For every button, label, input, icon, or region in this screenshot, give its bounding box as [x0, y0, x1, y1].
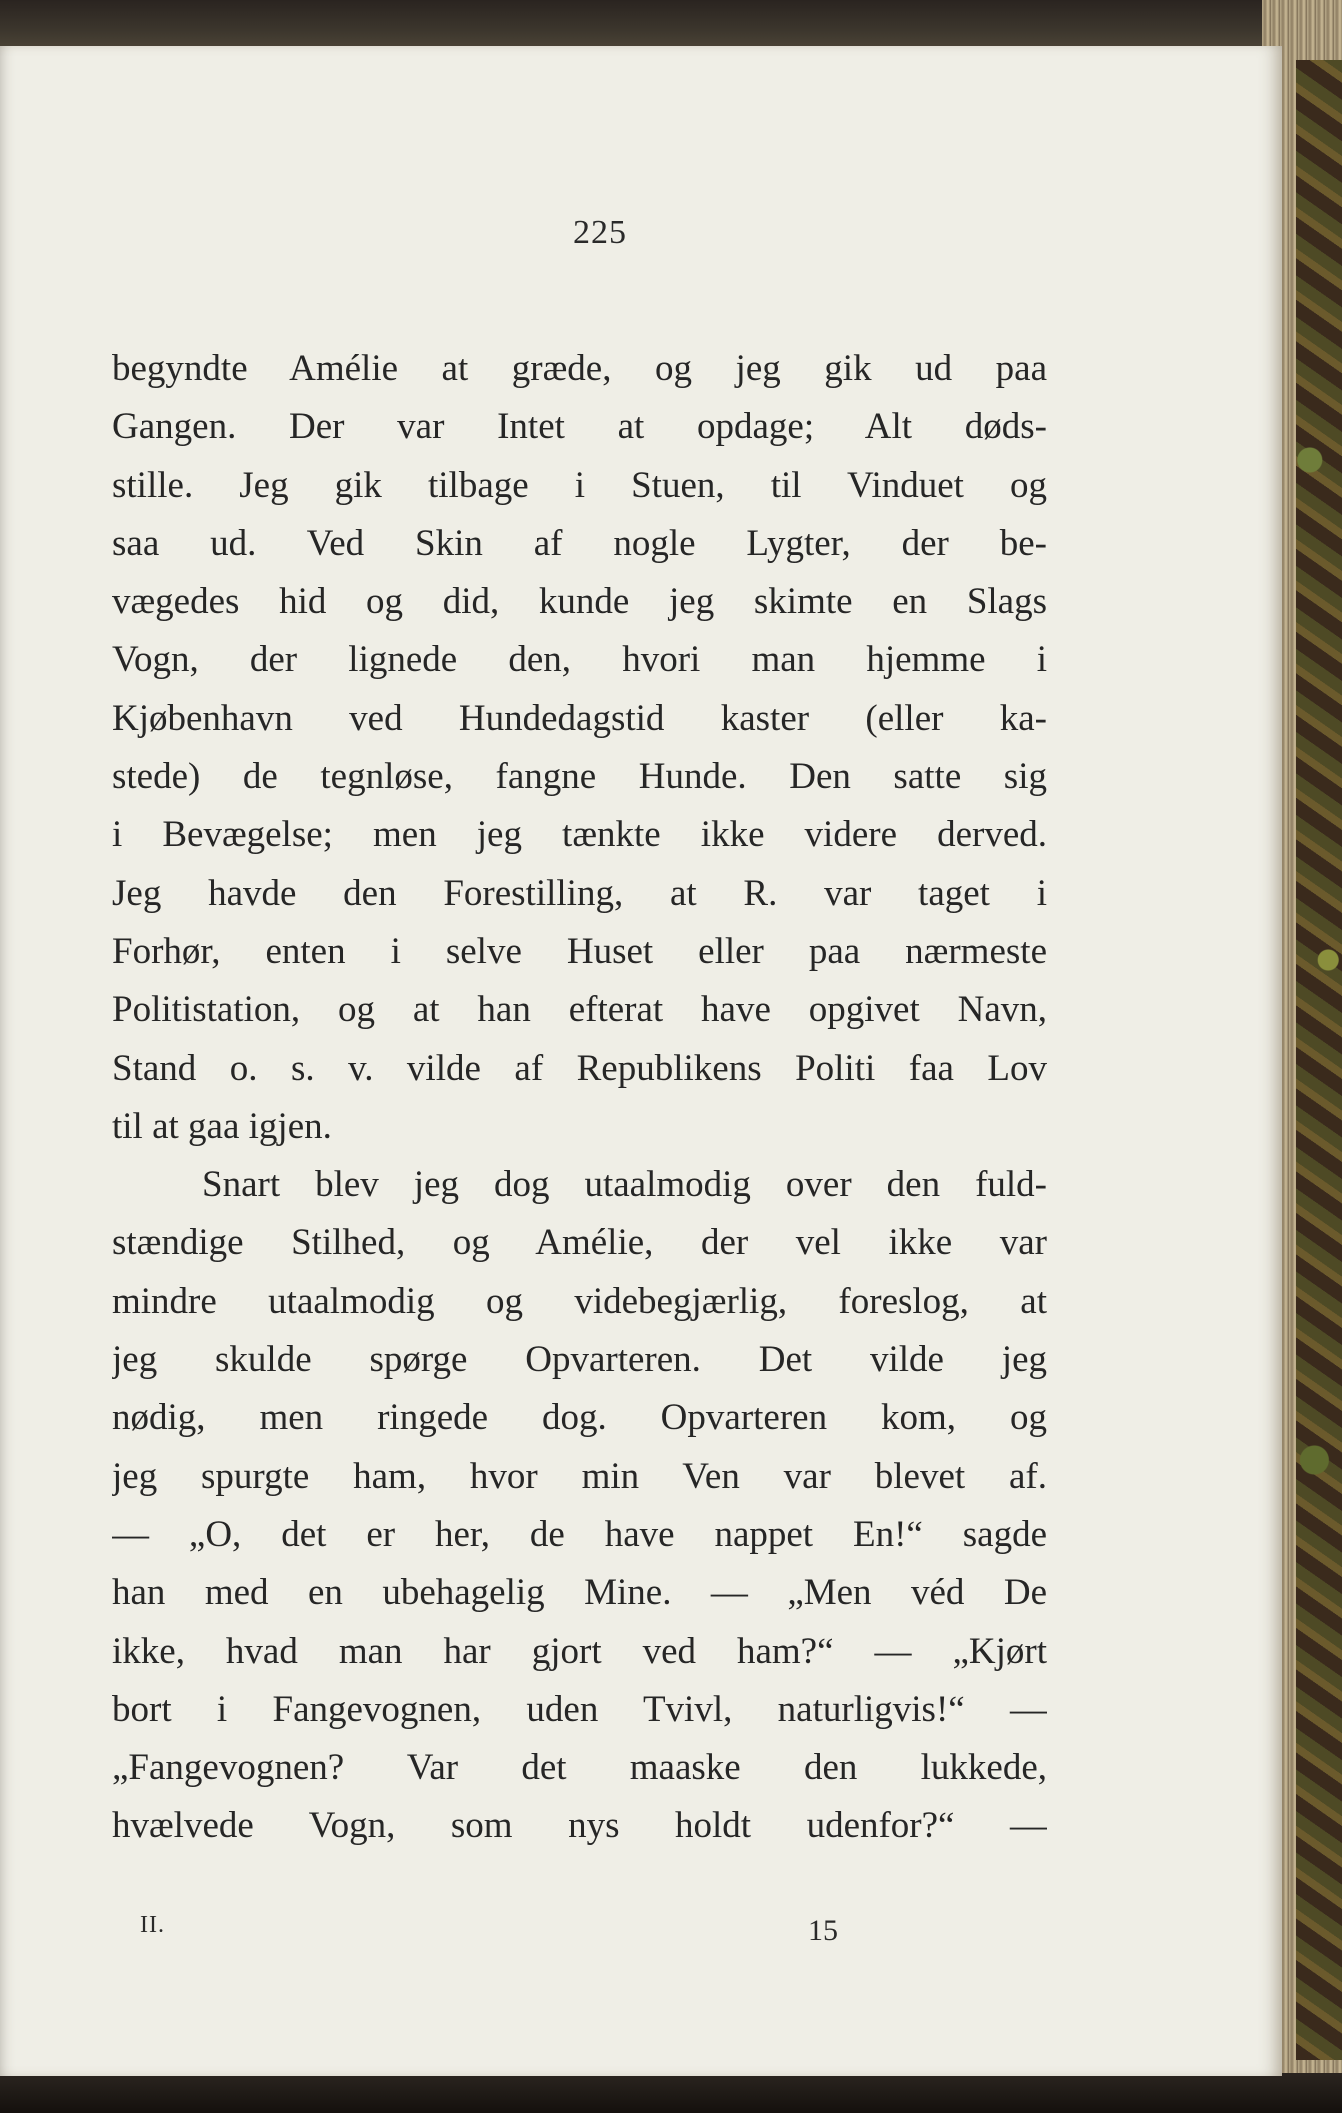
text-line: — „O, det er her, de have nappet En!“ sagde — [112, 1513, 1047, 1555]
text-line: Vogn, der lignede den, hvori man hjemme i — [112, 639, 1047, 681]
text-line: saa ud. Ved Skin af nogle Lygter, der be- — [112, 522, 1047, 564]
text-line-paragraph-start: Snart blev jeg dog utaalmodig over den fuld- — [202, 1164, 1047, 1206]
text-line: Jeg havde den Forestilling, at R. var taget i — [112, 872, 1047, 914]
text-line-paragraph-end: til at gaa igjen. — [112, 1105, 332, 1147]
volume-signature: II. — [140, 1912, 165, 1938]
marbled-cover — [1296, 60, 1342, 2060]
text-line: „Fangevognen? Var det maaske den lukkede, — [112, 1747, 1047, 1789]
text-line: han med en ubehagelig Mine. — „Men véd De — [112, 1572, 1047, 1614]
text-line: stede) de tegnløse, fangne Hunde. Den satte sig — [112, 756, 1047, 798]
text-line: Stand o. s. v. vilde af Republikens Politi faa Lov — [112, 1047, 1047, 1089]
text-line: stille. Jeg gik tilbage i Stuen, til Vinduet og — [112, 464, 1047, 506]
text-line: nødig, men ringede dog. Opvarteren kom, og — [112, 1397, 1047, 1439]
text-line: i Bevægelse; men jeg tænkte ikke videre derved. — [112, 814, 1047, 856]
page-number: 225 — [573, 214, 627, 251]
page-body — [112, 340, 1047, 1856]
text-line: stændige Stilhed, og Amélie, der vel ikke var — [112, 1222, 1047, 1264]
book-page — [0, 46, 1282, 2076]
text-line: Forhør, enten i selve Huset eller paa nærmeste — [112, 930, 1047, 972]
text-line: jeg spurgte ham, hvor min Ven var blevet af. — [112, 1455, 1047, 1497]
book-top-edge — [0, 0, 1342, 48]
text-line: Kjøbenhavn ved Hundedagstid kaster (eller ka- — [112, 697, 1047, 739]
text-line: bort i Fangevognen, uden Tvivl, naturligvis!“ — — [112, 1688, 1047, 1730]
text-line: jeg skulde spørge Opvarteren. Det vilde jeg — [112, 1339, 1047, 1381]
text-line: begyndte Amélie at græde, og jeg gik ud paa — [112, 348, 1047, 389]
text-line: mindre utaalmodig og videbegjærlig, foreslog, at — [112, 1280, 1047, 1322]
sheet-signature: 15 — [808, 1914, 838, 1947]
text-line: Politistation, og at han efterat have opgivet Navn, — [112, 989, 1047, 1031]
text-line: vægedes hid og did, kunde jeg skimte en Slags — [112, 581, 1047, 623]
book-bottom-edge — [0, 2073, 1342, 2113]
text-line: Gangen. Der var Intet at opdage; Alt døds- — [112, 406, 1047, 448]
text-line: ikke, hvad man har gjort ved ham?“ — „Kjørt — [112, 1630, 1047, 1672]
text-line: hvælvede Vogn, som nys holdt udenfor?“ — — [112, 1805, 1047, 1847]
page-footer — [0, 1912, 1282, 1952]
